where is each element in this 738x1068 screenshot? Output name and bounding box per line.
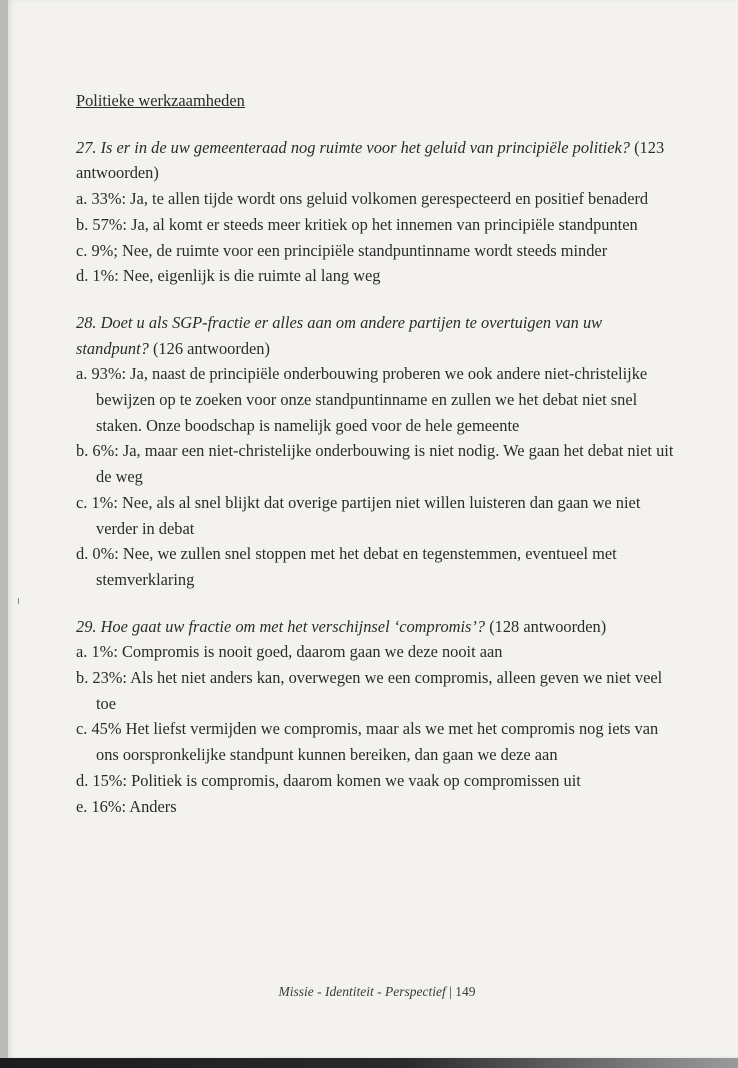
answer-count: (126 antwoorden) bbox=[152, 338, 270, 358]
question-28 bbox=[76, 310, 676, 593]
margin-mark bbox=[18, 598, 19, 604]
footer-series-title: Missie - Identiteit - Perspectief bbox=[278, 984, 446, 999]
answer-option: d. 15%: Politiek is compromis, daarom komen we vaak op compromissen uit bbox=[76, 770, 581, 790]
question-title: 27. Is er in de uw gemeenteraad nog ruimte voor het geluid van principiële politiek? bbox=[76, 137, 630, 157]
question-29 bbox=[76, 614, 676, 820]
answer-option: b. 6%: Ja, maar een niet-christelijke onderbouwing is niet nodig. We gaan het debat niet uit de weg bbox=[76, 441, 674, 487]
answer-option: c. 45% Het liefst vermijden we compromis, maar als we met het compromis nog iets van ons oorspronkelijke standpunt kunnen bereiken, dan gaan we deze aan bbox=[76, 719, 659, 765]
answer-option: a. 1%: Compromis is nooit goed, daarom gaan we deze nooit aan bbox=[76, 642, 503, 662]
answer-option: b. 23%: Als het niet anders kan, overwegen we een compromis, alleen geven we niet veel toe bbox=[76, 668, 663, 713]
answer-option: a. 93%: Ja, naast de principiële onderbouwing proberen we ook andere niet-christelijke bewijzen op te zoeken voor onze standpuntinname en zullen we het debat niet snel staken. Onze boodschap is namelijk goed voor de hele gemeente bbox=[76, 364, 648, 435]
question-title: 28. Doet u als SGP-fractie er alles aan om andere partijen te overtuigen van uw standpunt? bbox=[76, 312, 603, 358]
question-27 bbox=[76, 135, 676, 289]
answer-option: d. 1%: Nee, eigenlijk is die ruimte al lang weg bbox=[76, 266, 381, 286]
section-heading: Politieke werkzaamheden bbox=[76, 91, 245, 110]
question-text bbox=[76, 310, 676, 361]
answer-option: b. 57%: Ja, al komt er steeds meer kritiek op het innemen van principiële standpunten bbox=[76, 214, 638, 234]
answer-count: (123 antwoorden) bbox=[76, 137, 665, 183]
page-bottom-edge bbox=[0, 1058, 738, 1068]
page-footer bbox=[8, 984, 738, 1000]
answer-option: c. 1%: Nee, als al snel blijkt dat overige partijen niet willen luisteren dan gaan we niet verder in debat bbox=[76, 492, 641, 538]
book-page bbox=[8, 0, 738, 1058]
footer-separator: | bbox=[449, 984, 452, 999]
answer-option: c. 9%; Nee, de ruimte voor een principiële standpuntinname wordt steeds minder bbox=[76, 240, 608, 260]
answer-option: a. 33%: Ja, te allen tijde wordt ons geluid volkomen gerespecteerd en positief benaderd bbox=[76, 189, 649, 209]
page-number: 149 bbox=[455, 984, 476, 999]
page-content bbox=[76, 88, 676, 840]
answer-count: (128 antwoorden) bbox=[489, 616, 607, 636]
answer-option: e. 16%: Anders bbox=[76, 796, 177, 816]
question-text bbox=[76, 135, 676, 186]
question-text bbox=[76, 614, 676, 640]
question-title: 29. Hoe gaat uw fractie om met het verschijnsel ‘compromis’? bbox=[76, 616, 486, 636]
answer-option: d. 0%: Nee, we zullen snel stoppen met het debat en tegenstemmen, eventueel met stemverklaring bbox=[76, 544, 617, 589]
